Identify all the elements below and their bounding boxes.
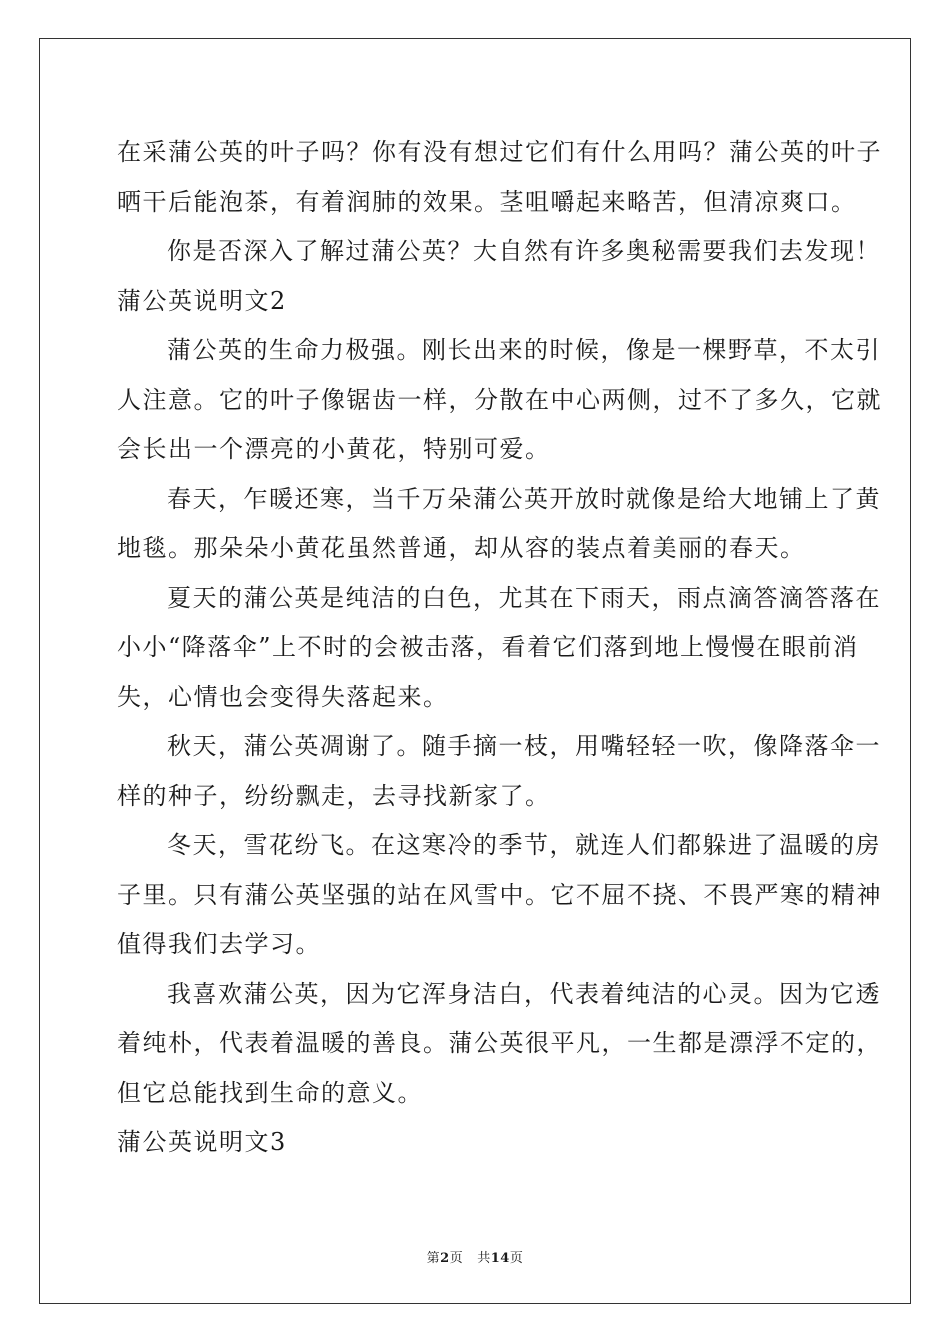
text-line: 冬天，雪花纷飞。在这寒冷的季节，就连人们都躲进了温暖的房 [167,831,881,859]
page-number: 2 [440,1251,450,1266]
text-line: 失，心情也会变得失落起来。 [117,682,449,711]
text-line: 晒干后能泡茶，有着润肺的效果。茎咀嚼起来略苦，但清凉爽口。 [117,187,857,216]
document-body [117,128,882,1168]
text-line: 值得我们去学习。 [117,930,321,958]
text-line: 地毯。那朵朵小黄花虽然普通，却从容的装点着美丽的春天。 [117,534,806,562]
page-label-suffix: 页 [449,1251,464,1266]
text-line: 会长出一个漂亮的小黄花，特别可爱。 [117,435,551,463]
text-line: 春天，乍暖还寒，当千万朵蒲公英开放时就像是给大地铺上了黄 [167,484,881,513]
total-label-prefix: 共 [477,1251,491,1266]
text-line: 小小“降落伞”上不时的会被击落，看着它们落到地上慢慢在眼前消 [117,633,859,661]
total-label-suffix: 页 [509,1251,524,1266]
text-line: 子里。只有蒲公英坚强的站在风雪中。它不屈不挠、不畏严寒的精神 [117,880,882,909]
text-line: 夏天的蒲公英是纯洁的白色，尤其在下雨天，雨点滴答滴答落在 [167,583,881,612]
page-footer [0,1247,950,1266]
text-line: 你是否深入了解过蒲公英？大自然有许多奥秘需要我们去发现！ [167,237,881,265]
text-line: 着纯朴，代表着温暖的善良。蒲公英很平凡，一生都是漂浮不定的， [117,1029,882,1057]
section-heading: 蒲公英说明文2 [117,286,287,315]
section-heading: 蒲公英说明文3 [117,1128,287,1156]
text-line: 在采蒲公英的叶子吗？你有没有想过它们有什么用吗？蒲公英的叶子 [117,138,882,166]
text-line: 我喜欢蒲公英，因为它浑身洁白，代表着纯洁的心灵。因为它透 [167,979,881,1008]
text-line: 但它总能找到生命的意义。 [117,1078,423,1107]
text-line: 样的种子，纷纷飘走，去寻找新家了。 [117,781,551,810]
text-line: 秋天，蒲公英凋谢了。随手摘一枝，用嘴轻轻一吹，像降落伞一 [167,732,881,760]
total-pages: 14 [490,1251,510,1266]
page-label-prefix: 第 [426,1251,441,1266]
text-line: 人注意。它的叶子像锯齿一样，分散在中心两侧，过不了多久，它就 [117,385,882,414]
text-line: 蒲公英的生命力极强。刚长出来的时候，像是一棵野草，不太引 [167,336,881,364]
